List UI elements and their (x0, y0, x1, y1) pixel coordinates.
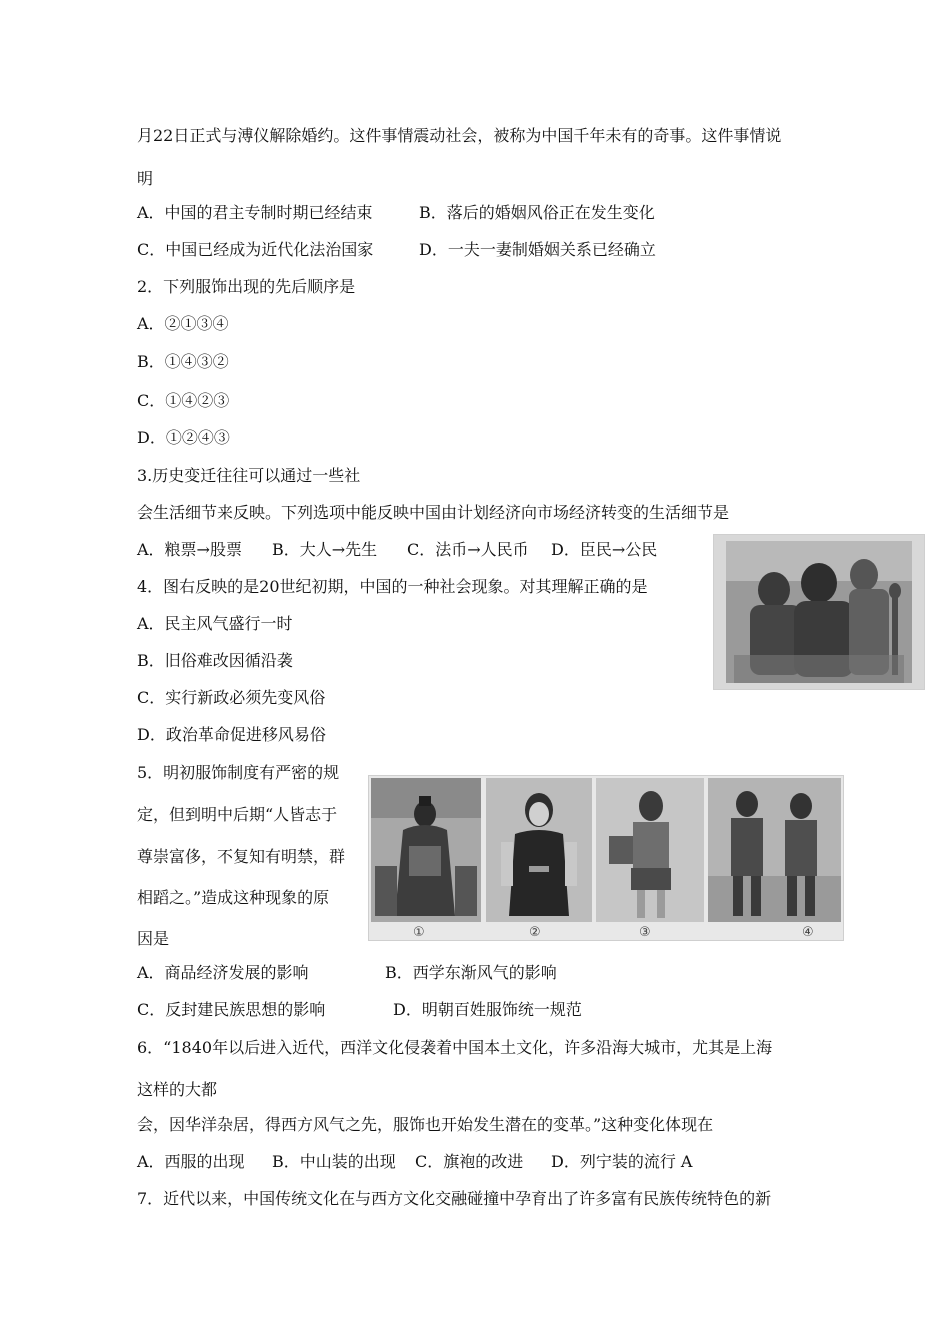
costume-photo-strip (368, 775, 844, 941)
q2-option-b: B．①④③② (137, 352, 229, 371)
q1-stem-line1: 月22日正式与溥仪解除婚约。这件事情震动社会，被称为中国千年未有的奇事。这件事情说 (137, 126, 782, 145)
q6-option-d: D．列宁装的流行 A (551, 1152, 693, 1171)
q5-options-row2 (137, 1000, 582, 1020)
q5-option-d: D．明朝百姓服饰统一规范 (393, 1000, 582, 1019)
q3-options (137, 540, 657, 560)
q1-option-a: A．中国的君主专制时期已经结束 (137, 203, 373, 222)
q3-option-b: B．大人→先生 (272, 540, 378, 559)
costume-caption-1: ① (413, 925, 425, 940)
q1-stem-line2: 明 (137, 169, 154, 188)
q3-option-d: D．臣民→公民 (551, 540, 658, 559)
q4-stem: 4．图右反映的是20世纪初期，中国的一种社会现象。对其理解正确的是 (137, 577, 648, 596)
q3-stem-line2: 会生活细节来反映。下列选项中能反映中国由计划经济向市场经济转变的生活细节是 (137, 503, 730, 522)
q1-options-row1 (137, 203, 655, 223)
q5-option-a: A．商品经济发展的影响 (137, 963, 309, 982)
costume-photo-1 (371, 778, 481, 940)
q3-option-c: C．法币→人民币 (407, 540, 529, 559)
q6-options (137, 1152, 692, 1172)
costume-photo-2 (486, 778, 592, 940)
q6-stem-line1: 6．“1840年以后进入近代，西洋文化侵袭着中国本土文化，许多沿海大城市，尤其是上海 (137, 1038, 773, 1057)
q1-option-d: D．一夫一妻制婚姻关系已经确立 (419, 240, 656, 259)
q6-stem-line2: 这样的大都 (137, 1080, 218, 1099)
costume-caption-4: ④ (802, 925, 814, 940)
q7-stem-line1: 7．近代以来，中国传统文化在与西方文化交融碰撞中孕育出了许多富有民族传统特色的新 (137, 1189, 772, 1208)
q5-stem-line3: 尊崇富侈，不复知有明禁，群 (137, 847, 346, 866)
costume-caption-2: ② (529, 925, 541, 940)
q1-option-c: C．中国已经成为近代化法治国家 (137, 240, 374, 259)
q6-option-b: B．中山装的出现 (272, 1152, 396, 1171)
q2-option-c: C．①④②③ (137, 391, 230, 410)
q5-option-b: B．西学东渐风气的影响 (385, 963, 557, 982)
q4-photo (713, 534, 925, 690)
q5-stem-line1: 5．明初服饰制度有严密的规 (137, 763, 340, 782)
q5-stem-line2: 定，但到明中后期“人皆志于 (137, 805, 338, 824)
q2-stem: 2．下列服饰出现的先后顺序是 (137, 277, 356, 296)
q6-option-a: A．西服的出现 (137, 1152, 245, 1171)
q4-option-a: A．民主风气盛行一时 (137, 614, 293, 633)
q3-stem-line1: 3.历史变迁往往可以通过一些社 (137, 466, 361, 485)
q4-option-d: D．政治革命促进移风易俗 (137, 725, 326, 744)
costume-photo-4 (708, 778, 841, 940)
costume-photo-3 (596, 778, 704, 940)
q6-stem-line3: 会，因华洋杂居，得西方风气之先，服饰也开始发生潜在的变革。”这种变化体现在 (137, 1115, 714, 1134)
costume-caption-3: ③ (639, 925, 651, 940)
q6-option-c: C．旗袍的改进 (415, 1152, 524, 1171)
q5-option-c: C．反封建民族思想的影响 (137, 1000, 326, 1019)
q4-option-b: B．旧俗难改因循沿袭 (137, 651, 293, 670)
q5-stem-line4: 相蹈之。”造成这种现象的原 (137, 888, 330, 907)
q1-options-row2 (137, 240, 656, 260)
q2-option-a: A．②①③④ (137, 314, 229, 333)
q5-stem-line5: 因是 (137, 929, 170, 948)
q1-option-b: B．落后的婚姻风俗正在发生变化 (419, 203, 655, 222)
q3-option-a: A．粮票→股票 (137, 540, 242, 559)
q5-options-row1 (137, 963, 557, 983)
q4-option-c: C．实行新政必须先变风俗 (137, 688, 326, 707)
q2-option-d: D．①②④③ (137, 428, 230, 447)
